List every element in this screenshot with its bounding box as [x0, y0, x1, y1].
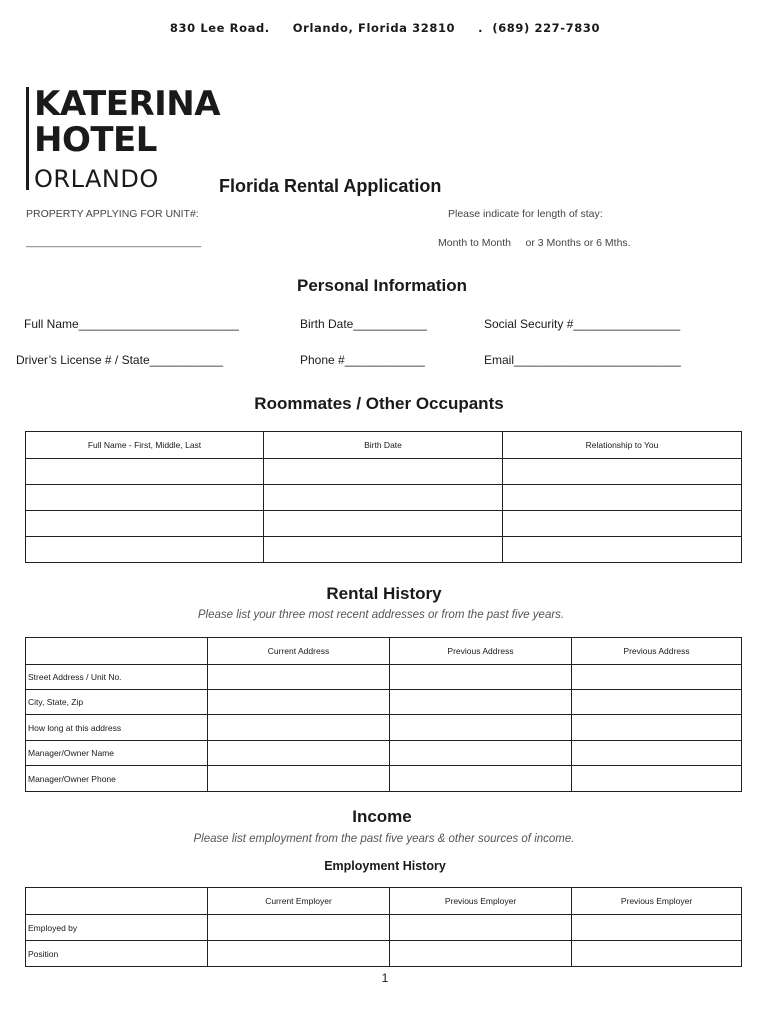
income-note: Please list employment from the past five years & other sources of income. [193, 833, 575, 845]
table-row [26, 941, 742, 967]
rental-history-table [25, 637, 742, 792]
table-cell[interactable] [390, 741, 572, 766]
property-label: PROPERTY APPLYING FOR UNIT#: [26, 208, 199, 220]
roommates-table [25, 431, 742, 563]
row-label: Manager/Owner Name [26, 741, 208, 766]
table-cell[interactable] [390, 715, 572, 741]
table-row [26, 766, 742, 792]
logo-bar [26, 87, 29, 190]
table-cell[interactable] [208, 665, 390, 690]
row-label: City, State, Zip [26, 690, 208, 715]
roommates-heading: Roommates / Other Occupants [254, 394, 504, 413]
row-label: Street Address / Unit No. [26, 665, 208, 690]
row-label: Manager/Owner Phone [26, 766, 208, 792]
logo-line-2: HOTEL [34, 120, 157, 160]
rental-col-previous-1: Previous Address [390, 638, 572, 665]
form-title: Florida Rental Application [219, 176, 442, 196]
employment-history-heading: Employment History [324, 859, 446, 873]
rental-history-note: Please list your three most recent addresses or from the past five years. [197, 609, 565, 621]
table-row [26, 715, 742, 741]
table-cell[interactable] [26, 485, 264, 511]
row-label: Employed by [26, 915, 208, 941]
table-cell[interactable] [390, 690, 572, 715]
table-cell[interactable] [208, 941, 390, 967]
table-cell[interactable] [264, 537, 503, 563]
employment-col-previous-1: Previous Employer [390, 888, 572, 915]
table-cell[interactable] [208, 741, 390, 766]
table-cell[interactable] [390, 665, 572, 690]
table-cell[interactable] [572, 690, 742, 715]
income-heading: Income [352, 807, 412, 826]
property-blank[interactable]: ______________________________ [26, 236, 202, 248]
table-cell[interactable] [264, 485, 503, 511]
row-label: Position [26, 941, 208, 967]
table-cell[interactable] [572, 665, 742, 690]
table-cell[interactable] [572, 715, 742, 741]
table-row [26, 741, 742, 766]
employment-col-current: Current Employer [208, 888, 390, 915]
table-row [26, 459, 742, 485]
rental-col-blank [26, 638, 208, 665]
license-field[interactable]: Driver’s License # / State___________ [16, 353, 224, 367]
phone-field[interactable]: Phone #____________ [300, 353, 425, 367]
table-cell[interactable] [208, 766, 390, 792]
page-number: 1 [381, 971, 389, 985]
table-row [26, 485, 742, 511]
table-row [26, 511, 742, 537]
personal-info-heading: Personal Information [296, 276, 468, 295]
table-cell[interactable] [264, 511, 503, 537]
employment-col-previous-2: Previous Employer [572, 888, 742, 915]
table-row [26, 537, 742, 563]
table-cell[interactable] [208, 715, 390, 741]
rental-history-heading: Rental History [326, 584, 442, 603]
table-cell[interactable] [208, 915, 390, 941]
table-cell[interactable] [26, 459, 264, 485]
table-cell[interactable] [503, 511, 742, 537]
stay-options: Month to Month or 3 Months or 6 Mths. [438, 237, 631, 249]
table-cell[interactable] [503, 537, 742, 563]
table-cell[interactable] [26, 511, 264, 537]
employment-col-blank [26, 888, 208, 915]
table-cell[interactable] [503, 485, 742, 511]
rental-col-previous-2: Previous Address [572, 638, 742, 665]
table-row [26, 915, 742, 941]
table-cell[interactable] [390, 915, 572, 941]
table-cell[interactable] [503, 459, 742, 485]
email-field[interactable]: Email_________________________ [484, 353, 681, 367]
table-row [26, 690, 742, 715]
table-cell[interactable] [208, 690, 390, 715]
table-cell[interactable] [26, 537, 264, 563]
header-address: 830 Lee Road. Orlando, Florida 32810 . (689) 227-7830 [169, 21, 601, 35]
logo-line-3: ORLANDO [34, 165, 159, 193]
roommates-col-birth: Birth Date [264, 432, 503, 459]
ssn-field[interactable]: Social Security #________________ [484, 317, 681, 331]
full-name-field[interactable]: Full Name________________________ [24, 317, 239, 331]
table-cell[interactable] [572, 766, 742, 792]
roommates-col-name: Full Name - First, Middle, Last [26, 432, 264, 459]
table-cell[interactable] [572, 915, 742, 941]
row-label: How long at this address [26, 715, 208, 741]
stay-label: Please indicate for length of stay: [448, 208, 603, 220]
table-cell[interactable] [572, 941, 742, 967]
table-cell[interactable] [572, 741, 742, 766]
roommates-col-relationship: Relationship to You [503, 432, 742, 459]
rental-col-current: Current Address [208, 638, 390, 665]
logo-line-1: KATERINA [34, 84, 221, 124]
employment-history-table [25, 887, 742, 967]
table-cell[interactable] [390, 766, 572, 792]
table-cell[interactable] [390, 941, 572, 967]
table-row [26, 665, 742, 690]
table-cell[interactable] [264, 459, 503, 485]
birth-date-field[interactable]: Birth Date___________ [300, 317, 427, 331]
